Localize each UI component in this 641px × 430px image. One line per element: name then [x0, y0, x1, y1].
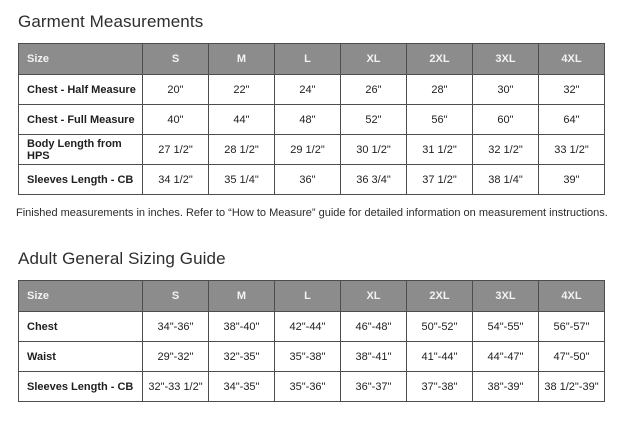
column-header-m: M — [209, 44, 275, 75]
cell-value: 22" — [209, 75, 275, 105]
cell-value: 32"-33 1/2" — [143, 372, 209, 402]
cell-value: 28 1/2" — [209, 135, 275, 165]
column-header-xl: XL — [341, 44, 407, 75]
cell-value: 34"-36" — [143, 312, 209, 342]
adult-general-sizing-table — [18, 280, 605, 402]
row-label: Sleeves Length - CB — [19, 165, 143, 195]
cell-value: 38"-41" — [341, 342, 407, 372]
table-row-body-length-from-hps — [19, 135, 605, 165]
cell-value: 38"-39" — [473, 372, 539, 402]
cell-value: 26" — [341, 75, 407, 105]
garment-measurements-title: Garment Measurements — [18, 12, 204, 31]
cell-value: 36" — [275, 165, 341, 195]
cell-value: 20" — [143, 75, 209, 105]
cell-value: 56" — [407, 105, 473, 135]
cell-value: 37 1/2" — [407, 165, 473, 195]
cell-value: 36"-37" — [341, 372, 407, 402]
cell-value: 30 1/2" — [341, 135, 407, 165]
cell-value: 36 3/4" — [341, 165, 407, 195]
table-row-chest — [19, 312, 605, 342]
cell-value: 32"-35" — [209, 342, 275, 372]
garment-measurements-section — [16, 12, 625, 219]
column-header-xl: XL — [341, 281, 407, 312]
column-header-size: Size — [19, 44, 143, 75]
cell-value: 50"-52" — [407, 312, 473, 342]
cell-value: 24" — [275, 75, 341, 105]
cell-value: 34"-35" — [209, 372, 275, 402]
cell-value: 35"-38" — [275, 342, 341, 372]
cell-value: 37"-38" — [407, 372, 473, 402]
column-header-2xl: 2XL — [407, 281, 473, 312]
row-label: Chest - Full Measure — [19, 105, 143, 135]
column-header-3xl: 3XL — [473, 281, 539, 312]
cell-value: 33 1/2" — [539, 135, 605, 165]
cell-value: 38 1/2"-39" — [539, 372, 605, 402]
row-label: Sleeves Length - CB — [19, 372, 143, 402]
cell-value: 39" — [539, 165, 605, 195]
row-label: Body Length from HPS — [19, 135, 143, 165]
table-header-row — [19, 44, 605, 75]
table-header-row — [19, 281, 605, 312]
cell-value: 32" — [539, 75, 605, 105]
cell-value: 48" — [275, 105, 341, 135]
adult-general-sizing-section — [16, 249, 625, 402]
column-header-4xl: 4XL — [539, 281, 605, 312]
column-header-size: Size — [19, 281, 143, 312]
table-row-chest-full-measure — [19, 105, 605, 135]
cell-value: 40" — [143, 105, 209, 135]
cell-value: 64" — [539, 105, 605, 135]
column-header-m: M — [209, 281, 275, 312]
column-header-l: L — [275, 44, 341, 75]
cell-value: 27 1/2" — [143, 135, 209, 165]
cell-value: 28" — [407, 75, 473, 105]
adult-general-sizing-title: Adult General Sizing Guide — [18, 249, 226, 268]
measurement-note: Finished measurements in inches. Refer to “How to Measure” guide for detailed information on measurement instructions. — [16, 207, 608, 219]
cell-value: 46"-48" — [341, 312, 407, 342]
cell-value: 60" — [473, 105, 539, 135]
cell-value: 35"-36" — [275, 372, 341, 402]
table-row-waist — [19, 342, 605, 372]
cell-value: 54"-55" — [473, 312, 539, 342]
garment-measurements-table — [18, 43, 605, 195]
table-row-sleeves-length-cb — [19, 165, 605, 195]
cell-value: 31 1/2" — [407, 135, 473, 165]
column-header-4xl: 4XL — [539, 44, 605, 75]
column-header-2xl: 2XL — [407, 44, 473, 75]
column-header-3xl: 3XL — [473, 44, 539, 75]
row-label: Chest — [19, 312, 143, 342]
column-header-s: S — [143, 44, 209, 75]
cell-value: 56"-57" — [539, 312, 605, 342]
column-header-l: L — [275, 281, 341, 312]
cell-value: 32 1/2" — [473, 135, 539, 165]
table-row-chest-half-measure — [19, 75, 605, 105]
cell-value: 41"-44" — [407, 342, 473, 372]
cell-value: 42"-44" — [275, 312, 341, 342]
cell-value: 38"-40" — [209, 312, 275, 342]
cell-value: 30" — [473, 75, 539, 105]
cell-value: 38 1/4" — [473, 165, 539, 195]
column-header-s: S — [143, 281, 209, 312]
row-label: Waist — [19, 342, 143, 372]
cell-value: 52" — [341, 105, 407, 135]
cell-value: 29 1/2" — [275, 135, 341, 165]
cell-value: 29"-32" — [143, 342, 209, 372]
section-divider-space — [16, 219, 625, 249]
cell-value: 47"-50" — [539, 342, 605, 372]
cell-value: 35 1/4" — [209, 165, 275, 195]
row-label: Chest - Half Measure — [19, 75, 143, 105]
cell-value: 44"-47" — [473, 342, 539, 372]
cell-value: 34 1/2" — [143, 165, 209, 195]
table-row-sleeves-length-cb — [19, 372, 605, 402]
cell-value: 44" — [209, 105, 275, 135]
